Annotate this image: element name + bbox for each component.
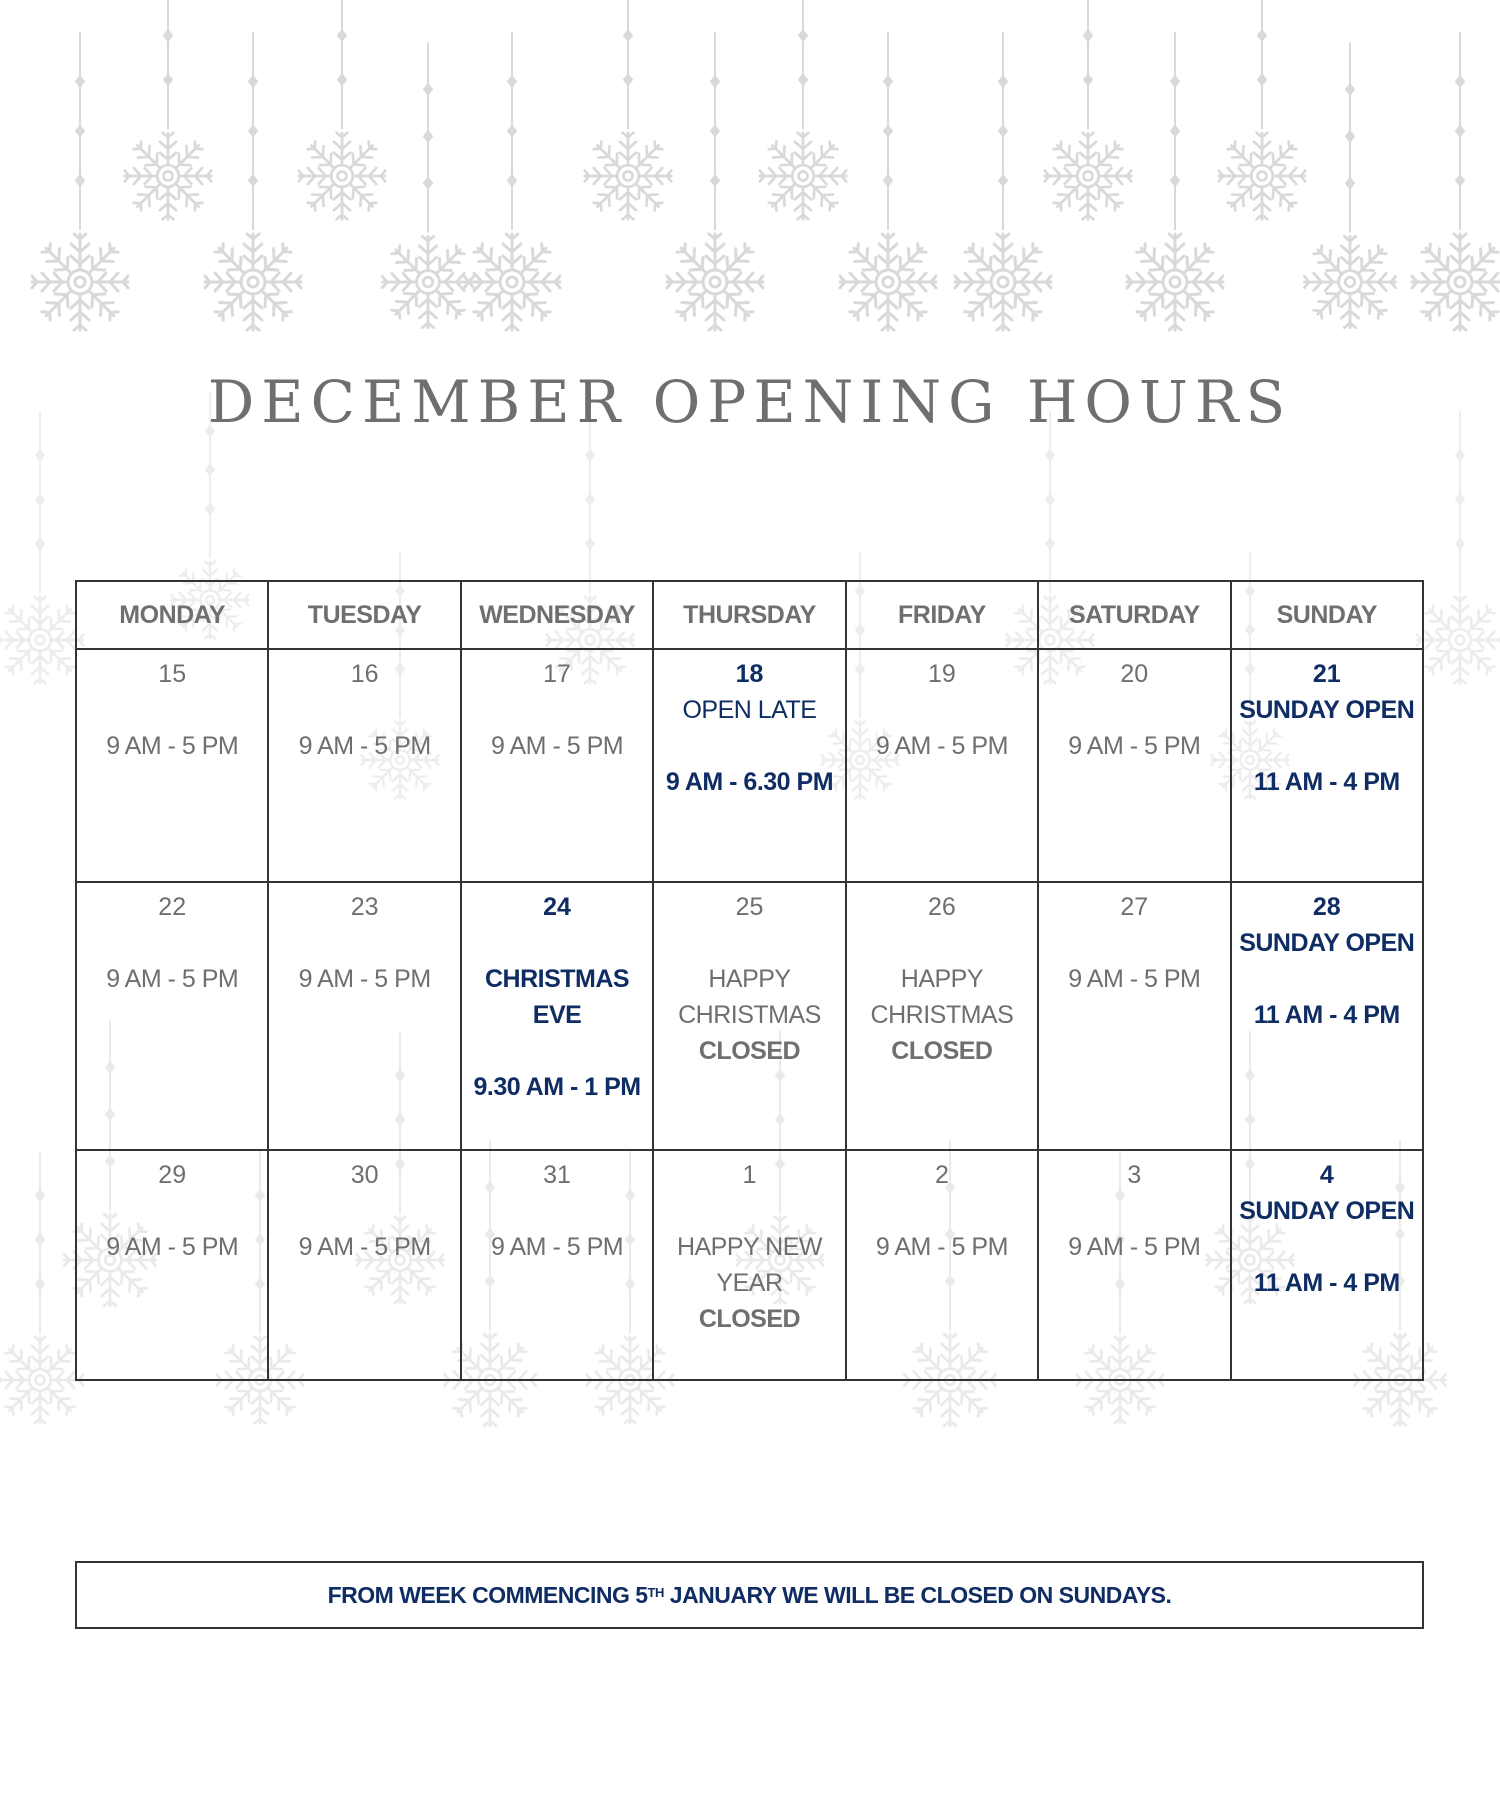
day-note-text: HAPPY [900, 965, 984, 993]
day-number: 3 [1127, 1161, 1142, 1189]
day-number: 15 [158, 660, 187, 688]
header-wednesday: WEDNESDAY [461, 581, 653, 649]
calendar-week-row [76, 882, 1423, 1150]
day-number: 29 [158, 1161, 187, 1189]
notice-text-end: JANUARY WE WILL BE CLOSED ON SUNDAYS. [663, 1581, 1172, 1608]
opening-hours-text: 9 AM - 5 PM [875, 1233, 1008, 1261]
spacer [849, 925, 1035, 961]
spacer [1041, 1193, 1227, 1229]
header-tuesday: TUESDAY [268, 581, 460, 649]
day-note-text: HAPPY [708, 965, 791, 993]
snowflake-icon [205, 32, 301, 330]
opening-hours-text: 9 AM - 5 PM [1068, 965, 1201, 993]
opening-hours-text: 9 AM - 6.30 PM [665, 768, 834, 796]
opening-hours-text: 9 AM - 5 PM [875, 732, 1008, 760]
opening-hours-text: 9 AM - 5 PM [298, 1233, 431, 1261]
header-friday: FRIDAY [846, 581, 1038, 649]
day-number: 20 [1120, 660, 1149, 688]
day-number: 16 [350, 660, 379, 688]
snowflake-icon [1219, 0, 1305, 219]
opening-hours-text: 9 AM - 5 PM [491, 732, 624, 760]
calendar-day-cell-sunday [1231, 1150, 1423, 1380]
calendar-day-cell-wednesday [461, 882, 653, 1150]
spacer [1234, 961, 1420, 997]
spacer [464, 925, 650, 961]
sunday-closing-notice [75, 1561, 1424, 1629]
snowflake-icon [32, 32, 128, 330]
calendar-day-cell-wednesday [461, 649, 653, 882]
day-number: 23 [350, 893, 379, 921]
calendar-day-cell-saturday [1038, 1150, 1230, 1380]
calendar-day-cell-saturday [1038, 882, 1230, 1150]
spacer [464, 1193, 650, 1229]
snowflake-icon [1045, 0, 1131, 219]
snowflake-icon [1412, 32, 1500, 330]
snowflake-icon [840, 32, 936, 330]
snowflake-icon [0, 1151, 83, 1423]
spacer [464, 692, 650, 728]
snowflake-icon [299, 0, 385, 219]
snowflake-icon [125, 0, 211, 219]
calendar-day-cell-monday [76, 649, 268, 882]
day-number: 17 [543, 660, 571, 688]
snowflake-icon [760, 0, 846, 219]
opening-hours-text: 9 AM - 5 PM [106, 965, 239, 993]
snowflake-icon [1304, 43, 1395, 328]
opening-hours-text: 9 AM - 5 PM [106, 732, 239, 760]
header-saturday: SATURDAY [1038, 581, 1230, 649]
snowflake-icon [955, 32, 1051, 330]
calendar-week-row [76, 649, 1423, 882]
day-note-text: YEAR [716, 1269, 783, 1297]
snowflake-icon [585, 0, 671, 219]
snowflake-icon [1417, 411, 1500, 683]
calendar-day-cell-wednesday [461, 1150, 653, 1380]
day-note-text: CHRISTMAS [678, 1001, 821, 1029]
spacer [656, 1193, 842, 1229]
opening-hours-text: 9 AM - 5 PM [1068, 732, 1201, 760]
day-number: 22 [158, 893, 187, 921]
opening-hours-text: 9 AM - 5 PM [491, 1233, 624, 1261]
header-sunday: SUNDAY [1231, 581, 1423, 649]
opening-hours-text: 9 AM - 5 PM [1068, 1233, 1201, 1261]
calendar-day-cell-tuesday [268, 649, 460, 882]
opening-hours-text: 9 AM - 5 PM [106, 1233, 239, 1261]
spacer [79, 692, 265, 728]
calendar-week-row [76, 1150, 1423, 1380]
spacer [271, 1193, 457, 1229]
spacer [1041, 692, 1227, 728]
weekday-header-row [76, 581, 1423, 649]
day-number: 2 [934, 1161, 949, 1189]
calendar-day-cell-monday [76, 882, 268, 1150]
day-note-text: EVE [532, 1001, 582, 1029]
calendar-day-cell-thursday [653, 1150, 845, 1380]
day-number: 25 [735, 893, 764, 921]
spacer [849, 692, 1035, 728]
day-number: 27 [1120, 893, 1149, 921]
day-note-text: SUNDAY OPEN [1239, 929, 1415, 957]
header-monday: MONDAY [76, 581, 268, 649]
opening-hours-text: 9.30 AM - 1 PM [473, 1073, 641, 1101]
spacer [1234, 728, 1420, 764]
day-number: 18 [735, 660, 764, 688]
calendar-day-cell-tuesday [268, 1150, 460, 1380]
spacer [79, 1193, 265, 1229]
header-thursday: THURSDAY [653, 581, 845, 649]
notice-text-start: FROM WEEK COMMENCING 5 [327, 1581, 648, 1608]
calendar-day-cell-saturday [1038, 649, 1230, 882]
opening-hours-text: 9 AM - 5 PM [298, 965, 431, 993]
calendar-day-cell-tuesday [268, 882, 460, 1150]
spacer [656, 728, 842, 764]
calendar-day-cell-friday [846, 649, 1038, 882]
spacer [79, 925, 265, 961]
spacer [271, 925, 457, 961]
calendar-day-cell-thursday [653, 649, 845, 882]
spacer [464, 1033, 650, 1069]
day-number: 24 [543, 893, 571, 921]
spacer [656, 925, 842, 961]
day-note-text: SUNDAY OPEN [1239, 696, 1415, 724]
calendar-day-cell-sunday [1231, 649, 1423, 882]
day-number: 1 [742, 1161, 757, 1189]
opening-hours-text: 9 AM - 5 PM [298, 732, 431, 760]
day-note-text: CHRISTMAS [870, 1001, 1014, 1029]
opening-hours-calendar [75, 580, 1424, 1381]
snowflake-icon [0, 411, 83, 683]
calendar-day-cell-sunday [1231, 882, 1423, 1150]
snowflake-icon [667, 32, 763, 330]
day-note-text: OPEN LATE [682, 696, 817, 724]
day-number: 30 [350, 1161, 379, 1189]
snowflake-icon [464, 32, 560, 330]
spacer [849, 1193, 1035, 1229]
spacer [1234, 1229, 1420, 1265]
spacer [1041, 925, 1227, 961]
day-note-text: CHRISTMAS [485, 965, 630, 993]
closed-label: CLOSED [698, 1037, 801, 1065]
calendar-day-cell-friday [846, 882, 1038, 1150]
closed-label: CLOSED [891, 1037, 993, 1065]
snowflake-icon [382, 43, 473, 328]
spacer [271, 692, 457, 728]
opening-hours-text: 11 AM - 4 PM [1253, 1001, 1400, 1029]
day-number: 26 [927, 893, 956, 921]
day-note-text: HAPPY NEW [676, 1233, 823, 1261]
day-note-text: SUNDAY OPEN [1239, 1197, 1415, 1225]
closed-label: CLOSED [698, 1305, 801, 1333]
notice-superscript: TH [647, 1584, 664, 1600]
snowflake-icon [1127, 32, 1223, 330]
day-number: 28 [1312, 893, 1341, 921]
calendar-day-cell-friday [846, 1150, 1038, 1380]
opening-hours-text: 11 AM - 4 PM [1253, 768, 1400, 796]
page-title: DECEMBER OPENING HOURS [207, 368, 1293, 436]
day-number: 31 [543, 1161, 571, 1189]
day-number: 21 [1312, 660, 1341, 688]
calendar-day-cell-thursday [653, 882, 845, 1150]
day-number: 4 [1319, 1161, 1334, 1189]
opening-hours-text: 11 AM - 4 PM [1253, 1269, 1400, 1297]
calendar-day-cell-monday [76, 1150, 268, 1380]
day-number: 19 [927, 660, 956, 688]
